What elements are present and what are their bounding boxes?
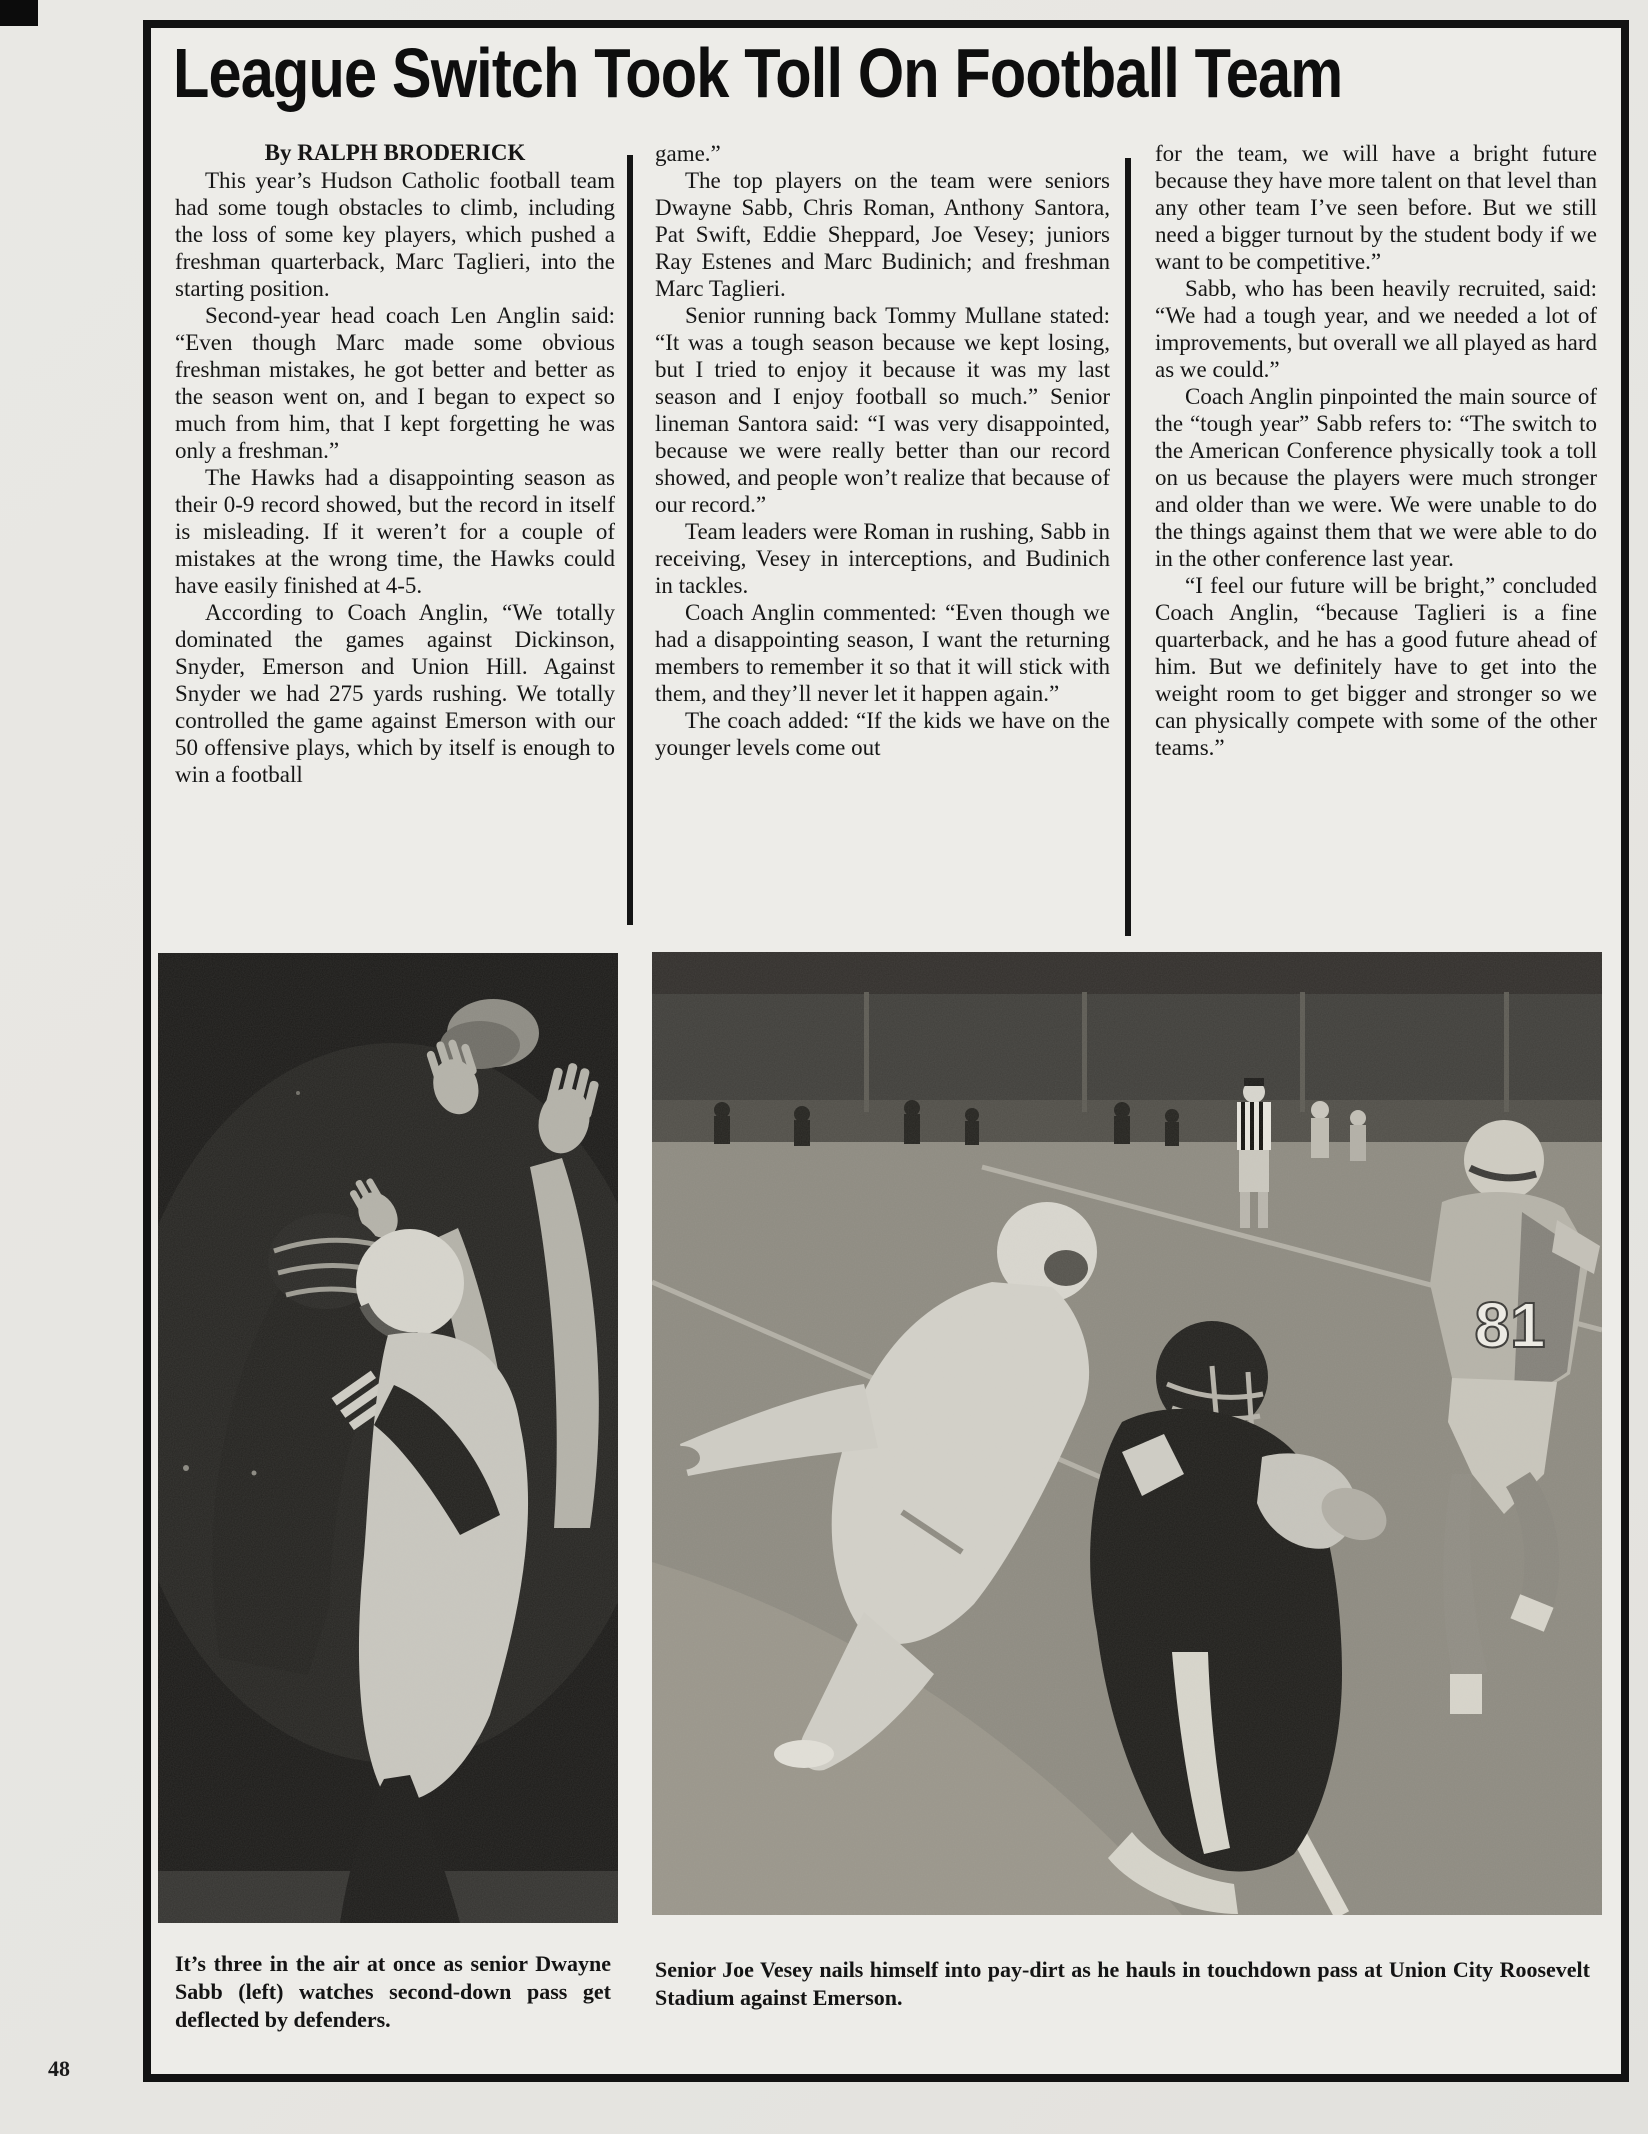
paragraph: “I feel our future will be bright,” concluded Coach Anglin, “because Taglieri is a fine quarterback, and he has a good future ahead of him. But we definitely have to get into the weight room to get bigger and stronger so we can physically compete with some of the other teams.” xyxy=(1155,573,1597,760)
caption-left: It’s three in the air at once as senior Dwayne Sabb (left) watches second-down pass get deflected by defenders. xyxy=(175,1951,611,2032)
article-column-3 xyxy=(1155,140,1597,952)
photo-right-image xyxy=(652,952,1602,1915)
photo-right xyxy=(652,952,1602,1915)
paragraph: Coach Anglin pinpointed the main source of the “tough year” Sabb refers to: “The switch to the American Conference physically took a toll on us because the players were much stronger and older than we were. We were unable to do the things against them that we were able to do in the other conference last year. xyxy=(1155,384,1597,571)
paragraph: According to Coach Anglin, “We totally dominated the games against Dickinson, Snyder, Emerson and Union Hill. Against Snyder we had 275 yards rushing. We totally controlled the game against Emerson with our 50 offensive plays, which by itself is enough to win a football xyxy=(175,600,615,787)
paragraph: Coach Anglin commented: “Even though we had a disappointing season, I want the returning members to remember it so that it will stick with them, and they’ll never let it happen again.” xyxy=(655,600,1110,706)
photo-left-image xyxy=(158,953,618,1923)
paragraph: Team leaders were Roman in rushing, Sabb in receiving, Vesey in interceptions, and Budinich in tackles. xyxy=(655,519,1110,598)
paragraph: The Hawks had a disappointing season as their 0-9 record showed, but the record in itself is misleading. If it weren’t for a couple of mistakes at the wrong time, the Hawks could have easily finished at 4-5. xyxy=(175,465,615,598)
page-number: 48 xyxy=(48,2056,70,2081)
caption-right: Senior Joe Vesey nails himself into pay-dirt as he hauls in touchdown pass at Union City Roosevelt Stadium against Emerson. xyxy=(655,1957,1590,2010)
headline: League Switch Took Toll On Football Team xyxy=(173,34,1343,112)
paragraph: The top players on the team were seniors Dwayne Sabb, Chris Roman, Anthony Santora, Pat Swift, Eddie Sheppard, Joe Vesey; juniors Ray Estenes and Marc Budinich; and freshman Marc Taglieri. xyxy=(655,168,1110,301)
column-divider xyxy=(1125,158,1131,936)
article-column-2 xyxy=(655,140,1110,952)
paragraph: for the team, we will have a bright future because they have more talent on that level than any other team I’ve seen before. But we still need a bigger turnout by the student body if we want to be competitive.” xyxy=(1155,141,1597,274)
page-border-frame xyxy=(143,20,1629,2082)
scan-artifact xyxy=(0,0,38,26)
article-column-1 xyxy=(175,140,615,952)
paragraph: game.” xyxy=(655,141,721,166)
paragraph: Sabb, who has been heavily recruited, said: “We had a tough year, and we needed a lot of improvements, but overall we all played as hard as we could.” xyxy=(1155,276,1597,382)
paragraph: Senior running back Tommy Mullane stated: “It was a tough season because we kept losing, but I tried to enjoy it because it was my last season and I enjoy football so much.” Senior lineman Santora said: “I was very disappointed, because we were really better than our record showed, and people won’t realize that because of our record.” xyxy=(655,303,1110,517)
paragraph: This year’s Hudson Catholic football team had some tough obstacles to climb, including the loss of some key players, which pushed a freshman quarterback, Marc Taglieri, into the starting position. xyxy=(175,168,615,301)
photo-left xyxy=(158,953,618,1923)
paragraph: The coach added: “If the kids we have on the younger levels come out xyxy=(655,708,1110,760)
byline: By RALPH BRODERICK xyxy=(264,140,526,165)
paragraph: Second-year head coach Len Anglin said: “Even though Marc made some obvious freshman mistakes, he got better and better as the season went on, and I began to expect so much from him, that I kept forgetting he was only a freshman.” xyxy=(175,303,615,463)
column-divider xyxy=(627,155,633,925)
